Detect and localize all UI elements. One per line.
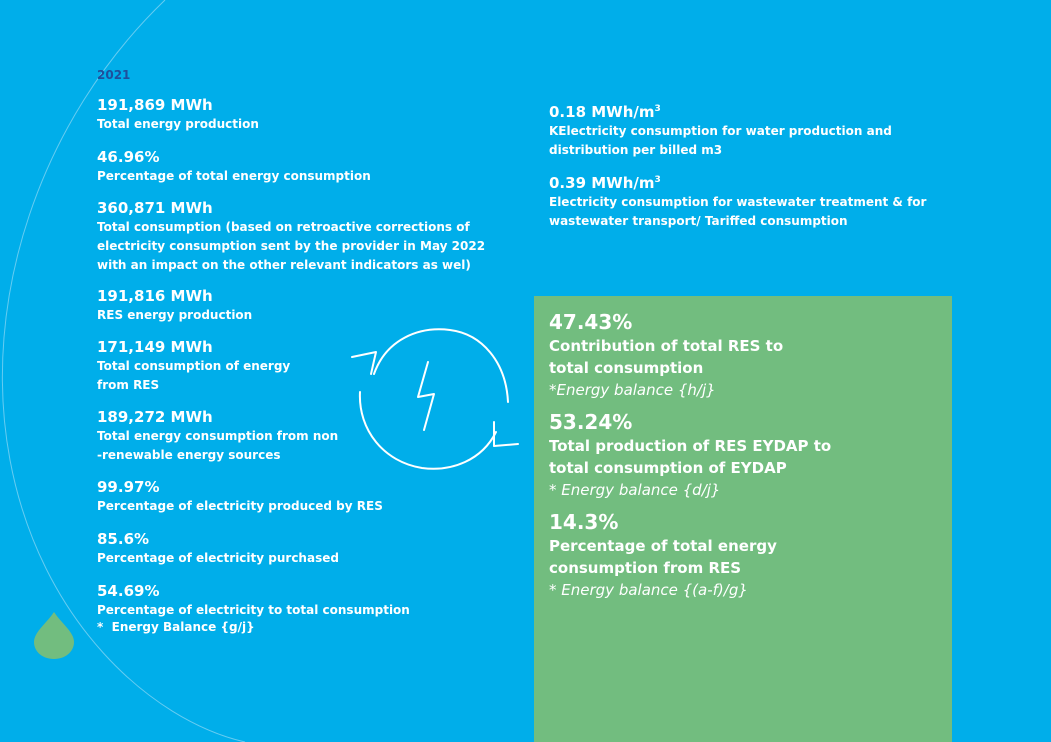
stat-note: *Energy balance {h/j} (549, 381, 716, 399)
stat-value: 47.43% (549, 310, 633, 334)
stat-electricity-water-production (549, 103, 919, 160)
stat-label: Percentage of electricity to total consumption (97, 603, 410, 617)
stat-label: Percentage of total energy consumption (97, 169, 371, 183)
stat-value: 191,869 MWh (97, 96, 213, 114)
stat-value: 360,871 MWh (97, 199, 213, 217)
green-stat-contribution-res (549, 309, 809, 401)
stat-label: Total energy consumption from non -renewable energy sources (97, 429, 339, 462)
stat-non-renewable-consumption (97, 408, 347, 465)
stat-value: 99.97% (97, 478, 160, 496)
lightning-icon (418, 362, 434, 430)
stat-value-text: 0.39 MWh/m (549, 174, 655, 192)
year-label: 2021 (97, 68, 131, 82)
stat-electricity-by-res (97, 478, 517, 516)
energy-cycle-icon (346, 322, 524, 474)
stat-value: 54.69% (97, 582, 160, 600)
stat-note: * Energy balance {d/j} (549, 481, 721, 499)
stat-total-consumption (97, 199, 497, 275)
stat-total-energy-production (97, 96, 517, 134)
green-stat-percentage-consumption-res (549, 509, 789, 601)
res-summary-panel (534, 296, 952, 742)
stat-label: Percentage of electricity produced by RES (97, 499, 383, 513)
stat-value-text: 0.18 MWh/m (549, 103, 655, 121)
stat-label: Electricity consumption for wastewater treatment & for wastewater transport/ Tariffed consumption (549, 195, 927, 228)
unit-superscript: 3 (654, 104, 661, 114)
stat-value: 46.96% (97, 148, 160, 166)
stat-label: Total consumption of energy from RES (97, 359, 291, 392)
stat-label: KElectricity consumption for water production and distribution per billed m3 (549, 124, 892, 157)
stat-label: Contribution of total RES to total consumption (549, 337, 784, 377)
stat-electricity-to-total (97, 582, 517, 637)
drop-icon (34, 612, 74, 659)
stat-value: 53.24% (549, 410, 633, 434)
unit-superscript: 3 (654, 175, 661, 185)
stat-electricity-purchased (97, 530, 517, 568)
green-stat-production-res-eydap (549, 409, 839, 501)
stat-value: 171,149 MWh (97, 338, 213, 356)
stat-label: RES energy production (97, 308, 253, 322)
stat-value: 14.3% (549, 510, 619, 534)
stat-value: 191,816 MWh (97, 287, 213, 305)
stat-label: Percentage of total energy consumption from RES (549, 537, 777, 577)
stat-note: * Energy Balance {g/j} (97, 620, 255, 634)
stat-value: 85.6% (97, 530, 150, 548)
stat-label: Total production of RES EYDAP to total consumption of EYDAP (549, 437, 832, 477)
stat-value (549, 174, 929, 192)
stat-label: Total energy production (97, 117, 259, 131)
stat-note: * Energy balance {(a-f)/g} (549, 581, 748, 599)
stat-res-energy-production (97, 287, 517, 325)
stat-consumption-from-res (97, 338, 307, 395)
stat-electricity-wastewater (549, 174, 929, 231)
stat-label: Percentage of electricity purchased (97, 551, 339, 565)
stat-label: Total consumption (based on retroactive corrections of electricity consumption sent by the provider in May 2022 with an impact on the other relevant indicators as wel) (97, 220, 486, 272)
stat-value: 189,272 MWh (97, 408, 213, 426)
stat-value (549, 103, 919, 121)
stat-percentage-total-energy (97, 148, 517, 186)
